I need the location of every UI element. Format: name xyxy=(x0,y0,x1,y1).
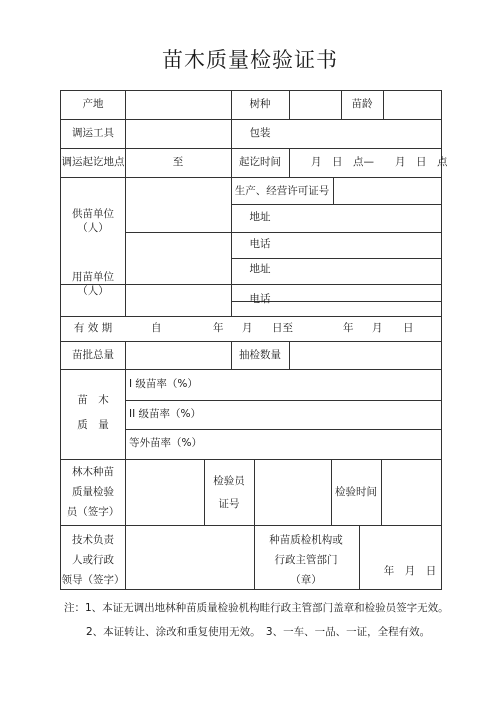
seedling-age-label: 苗龄 xyxy=(351,98,373,110)
inspector-label-2: 质量检验 xyxy=(72,486,114,498)
footnote-2: 2、本证转让、涂改和重复使用无效。 3、一车、一品、一证，全程有效。 xyxy=(86,626,431,638)
buyer-unit-suffix: （人） xyxy=(77,285,109,297)
batch-total-label: 苗批总量 xyxy=(72,349,114,361)
transport-tool-label: 调运工具 xyxy=(72,127,114,139)
certificate-form-table xyxy=(60,90,448,590)
supplier-unit-suffix: （人） xyxy=(77,222,109,234)
supplier-phone-label: 电话 xyxy=(249,238,271,250)
seedling-quality-label-2: 质 量 xyxy=(77,419,109,431)
buyer-phone-label: 电话 xyxy=(249,293,271,305)
sign-date-text: 年 月 日 xyxy=(383,565,437,577)
seedling-quality-label: 苗 木 xyxy=(77,394,109,406)
inspection-time-label: 检验时间 xyxy=(335,486,377,498)
cert-no-label: 证号 xyxy=(218,498,240,510)
validity-month-2: 月 xyxy=(372,322,383,334)
route-to-label: 至 xyxy=(172,156,184,168)
validity-from: 自 xyxy=(151,322,162,334)
leader-label-2: 人或行政 xyxy=(72,554,114,566)
date-range-text: 月 日 点— 月 日 点 xyxy=(311,156,448,168)
inspector-field-label: 检验员 xyxy=(213,475,245,487)
agency-label-2: 行政主管部门 xyxy=(274,554,338,566)
validity-month-1: 月 xyxy=(242,322,253,334)
leader-signature-label: 领导（签字） xyxy=(61,574,125,586)
leader-label: 技术负责 xyxy=(72,534,114,546)
agency-seal-label: （章） xyxy=(290,574,322,586)
grade1-rate-label: I 级苗率（%） xyxy=(129,378,198,390)
license-no-label: 生产、经营许可证号 xyxy=(234,185,330,197)
start-end-time-label: 起讫时间 xyxy=(239,156,281,168)
validity-label: 有 效 期 xyxy=(73,322,113,334)
agency-label: 种苗质检机构或 xyxy=(269,534,343,546)
sample-quantity-label: 抽检数量 xyxy=(239,349,281,361)
validity-day-to: 日至 xyxy=(272,322,293,334)
supplier-address-label: 地址 xyxy=(249,211,271,223)
inspector-signature-label: 员（签字） xyxy=(66,506,120,518)
transport-route-label: 调运起讫地点 xyxy=(61,156,125,168)
inspector-label: 林木种苗 xyxy=(72,466,114,478)
species-label: 树种 xyxy=(249,98,271,110)
document-title: 苗木质量检验证书 xyxy=(162,48,338,72)
grade2-rate-label: II 级苗率（%） xyxy=(129,408,202,420)
supplier-unit-label: 供苗单位 xyxy=(72,208,114,220)
buyer-unit-label: 用苗单位 xyxy=(72,271,114,283)
validity-year-2: 年 xyxy=(343,322,354,334)
packaging-label: 包装 xyxy=(249,127,271,139)
buyer-address-label: 地址 xyxy=(249,263,271,275)
offgrade-rate-label: 等外苗率（%） xyxy=(129,437,202,449)
validity-year-1: 年 xyxy=(213,322,224,334)
origin-label: 产地 xyxy=(82,98,104,110)
validity-day-2: 日 xyxy=(403,322,414,334)
footnote-1: 注：1、本证无调出地林种苗质量检验机构畦行政主管部门盖章和检验员签字无效。 xyxy=(64,602,449,614)
